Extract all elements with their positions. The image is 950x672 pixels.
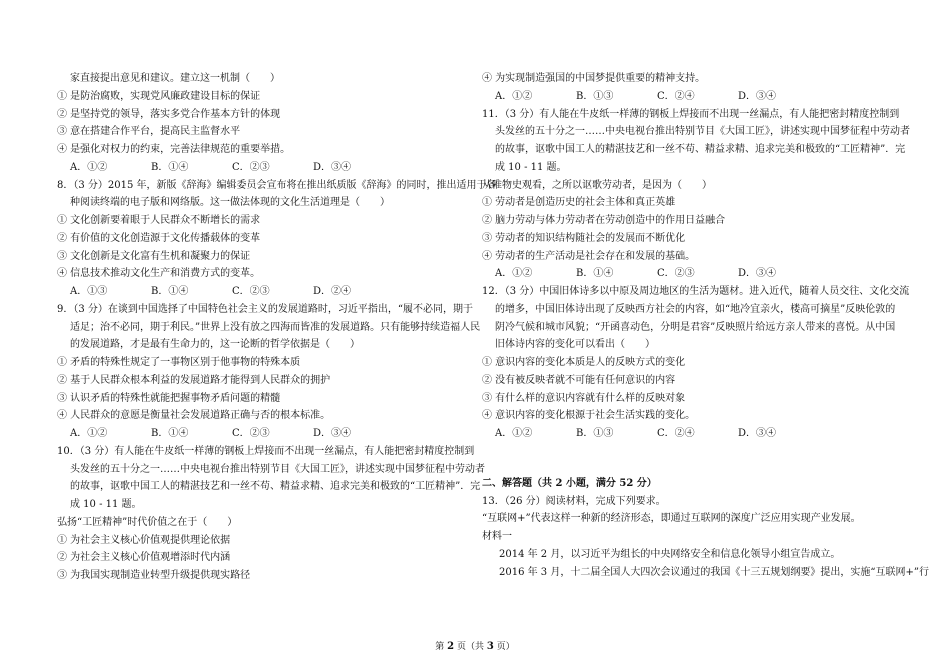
- text-line: 从唯物史观看，之所以讴歌劳动者，是因为（ ）: [482, 179, 712, 191]
- text-line: 头发丝的五十分之一……中央电视台推出特别节目《大国工匠》，讲述实现中国梦征程中劳动者: [495, 126, 910, 138]
- text-line: ② 有价值的文化创造源于文化传播载体的变革: [57, 232, 261, 244]
- answer-options: [482, 265, 902, 283]
- text-line: 弘扬“工匠精神”时代价值之在于（ ）: [57, 516, 238, 528]
- answer-options: [57, 425, 477, 443]
- text-line: 旧体诗内容的变化可以看出（ ）: [495, 339, 655, 351]
- answer-options: [482, 425, 902, 443]
- answer-option: B．①③: [576, 428, 614, 439]
- page-footer: [0, 639, 950, 652]
- text-line: ② 基于人民群众根本利益的发展道路才能得到人民群众的拥护: [57, 374, 331, 386]
- answer-option: B．①④: [576, 268, 614, 280]
- answer-option: D．③④: [313, 161, 352, 173]
- text-line: 的故事，讴歌中国工人的精湛技艺和一丝不苟、精益求精、追求完美和极致的“工匠精神”．完: [495, 144, 906, 155]
- text-line: ③ 劳动者的知识结构随社会的发展而不断优化: [482, 232, 686, 244]
- section-heading: 二、解答题（共 2 小题，满分 52 分）: [482, 477, 657, 489]
- text-line: 成 10 - 11 题。: [495, 161, 567, 173]
- answer-option: D．③④: [738, 90, 777, 102]
- text-line: ① 为社会主义核心价值观提供理论依据: [57, 534, 231, 546]
- text-line: 11．（3 分）有人能在牛皮纸一样薄的钢板上焊接而不出现一丝漏点，有人能把密封精度控制到: [482, 108, 900, 120]
- text-line: ③ 认识矛盾的特殊性就能把握事物矛盾问题的精髓: [57, 392, 281, 404]
- text-line: ④ 为实现制造强国的中国梦提供重要的精神支持。: [482, 73, 706, 84]
- text-line: 10．（3 分）有人能在牛皮纸一样薄的钢板上焊接而不出现一丝漏点，有人能把密封精度控制到: [57, 445, 475, 457]
- text-line: ④ 信息技术推动文化生产和消费方式的变革。: [57, 268, 261, 280]
- text-line: ① 意识内容的变化本质是人的反映方式的变化: [482, 357, 686, 368]
- answer-option: A．①②: [70, 161, 108, 173]
- text-line: ① 矛盾的特殊性规定了一事物区别于他事物的特殊本质: [57, 357, 301, 368]
- text-line: 2014 年 2 月，以习近平为组长的中央网络安全和信息化领导小组宣告成立。: [499, 548, 841, 560]
- text-line: ② 为社会主义核心价值观增添时代内涵: [57, 552, 231, 564]
- text-line: ④ 人民群众的意愿是衡量社会发展道路正确与否的根本标准。: [57, 410, 331, 422]
- text-line: 阴冷气候和城市风貌；“开函喜动色，分明是君容”反映照片给远方亲人带来的喜悦。从中国: [495, 321, 896, 333]
- answer-option: B．①④: [151, 286, 189, 297]
- answer-option: C．②④: [657, 428, 695, 439]
- answer-option: B．①④: [151, 428, 189, 439]
- answer-options: [482, 88, 902, 106]
- answer-option: D．③④: [738, 428, 777, 439]
- text-line: 12．（3 分）中国旧体诗多以中原及周边地区的生活为题材。进入近代，随着人员交往、文化交流: [482, 286, 910, 297]
- right-column: [482, 70, 929, 581]
- text-line: ④ 劳动者的生产活动是社会存在和发展的基础。: [482, 250, 696, 262]
- text-line: ② 是坚持党的领导，落实多党合作基本方针的体现: [57, 108, 281, 120]
- answer-option: D．②④: [313, 286, 352, 297]
- text-line: 2016 年 3 月，十二届全国人大四次会议通过的我国《十三五规划纲要》提出，实施“互联网+”行: [499, 566, 929, 578]
- answer-option: C．②③: [657, 268, 695, 280]
- answer-option: B．①③: [576, 90, 614, 102]
- footer-suffix: 页）: [493, 642, 515, 652]
- answer-option: D．③④: [738, 268, 777, 280]
- answer-option: C．②③: [232, 428, 270, 439]
- text-line: 9．（3 分）在谈到中国选择了中国特色社会主义的发展道路时，习近平指出，“履不必同，期于: [57, 303, 474, 315]
- spacer: [482, 443, 902, 475]
- text-line: 头发丝的五十分之一……中央电视台推出特别节目《大国工匠》，讲述实现中国梦征程中劳动者: [70, 463, 485, 475]
- answer-option: A．①②: [70, 428, 108, 439]
- text-line: 8．（3 分）2015 年，新版《辞海》编辑委员会宣布将在推出纸质版《辞海》的同时，推出适用于各: [57, 179, 497, 191]
- answer-option: A．①③: [70, 286, 108, 297]
- text-line: ③ 有什么样的意识内容就有什么样的反映对象: [482, 392, 686, 404]
- text-line: 的故事，讴歌中国工人的精湛技艺和一丝不苟、精益求精、追求完美和极致的“工匠精神”．完: [70, 481, 481, 493]
- text-line: 的发展道路，才是最有生命力的，这一论断的哲学依据是（ ）: [70, 339, 360, 351]
- footer-prefix: 第: [435, 642, 448, 652]
- answer-option: C．②③: [232, 286, 270, 297]
- text-line: ② 没有被反映者就不可能有任何意识的内容: [482, 374, 676, 386]
- text-line: ④ 意识内容的变化根源于社会生活实践的变化。: [482, 410, 696, 422]
- answer-option: A．①②: [495, 428, 533, 439]
- text-line: ① 是防治腐败，实现党风廉政建设目标的保证: [57, 90, 261, 102]
- text-line: ② 脑力劳动与体力劳动者在劳动创造中的作用日益融合: [482, 215, 726, 226]
- footer-mid: 页（共: [454, 642, 487, 652]
- text-line: ① 劳动者是创造历史的社会主体和真正英雄: [482, 197, 676, 209]
- text-line: ③ 为我国实现制造业转型升级提供现实路径: [57, 570, 251, 581]
- text-line: 13．（26 分）阅读材料，完成下列要求。: [482, 495, 666, 507]
- text-line: ① 文化创新要着眼于人民群众不断增长的需求: [57, 215, 261, 226]
- text-line: ④ 是强化对权力的约束，完善法律规范的重要举措。: [57, 144, 291, 155]
- answer-option: D．③④: [313, 428, 352, 439]
- text-line: 适足；治不必同，期于利民。”世界上没有放之四海而皆准的发展道路。只有能够持续造福人民: [70, 321, 481, 333]
- answer-option: B．①④: [151, 161, 189, 173]
- answer-option: C．②④: [657, 90, 695, 102]
- total-pages: 3: [486, 641, 494, 652]
- text-line: 材料一: [482, 531, 512, 542]
- text-line: “互联网+”代表这样一种新的经济形态，即通过互联网的深度广泛应用实现产业发展。: [482, 513, 861, 525]
- text-line: 成 10 - 11 题。: [70, 499, 142, 510]
- answer-options: [57, 283, 477, 301]
- answer-option: A．①②: [495, 90, 533, 102]
- text-line: 种阅读终端的电子版和网络版。这一做法体现的文化生活道理是（ ）: [70, 197, 390, 209]
- answer-option: A．①②: [495, 268, 533, 280]
- text-line: 家直接提出意见和建议。建立这一机制（ ）: [70, 73, 280, 84]
- answer-option: C．②③: [232, 161, 270, 173]
- text-line: ③ 文化创新是文化富有生机和凝聚力的保证: [57, 250, 251, 262]
- answer-options: [57, 159, 477, 177]
- current-page-number: 2: [447, 641, 455, 652]
- text-line: 的增多，中国旧体诗出现了反映西方社会的内容，如“地冷宜亲火，楼高可摘星”反映伦敦的: [495, 303, 896, 315]
- text-line: ③ 意在搭建合作平台，提高民主监督水平: [57, 126, 241, 138]
